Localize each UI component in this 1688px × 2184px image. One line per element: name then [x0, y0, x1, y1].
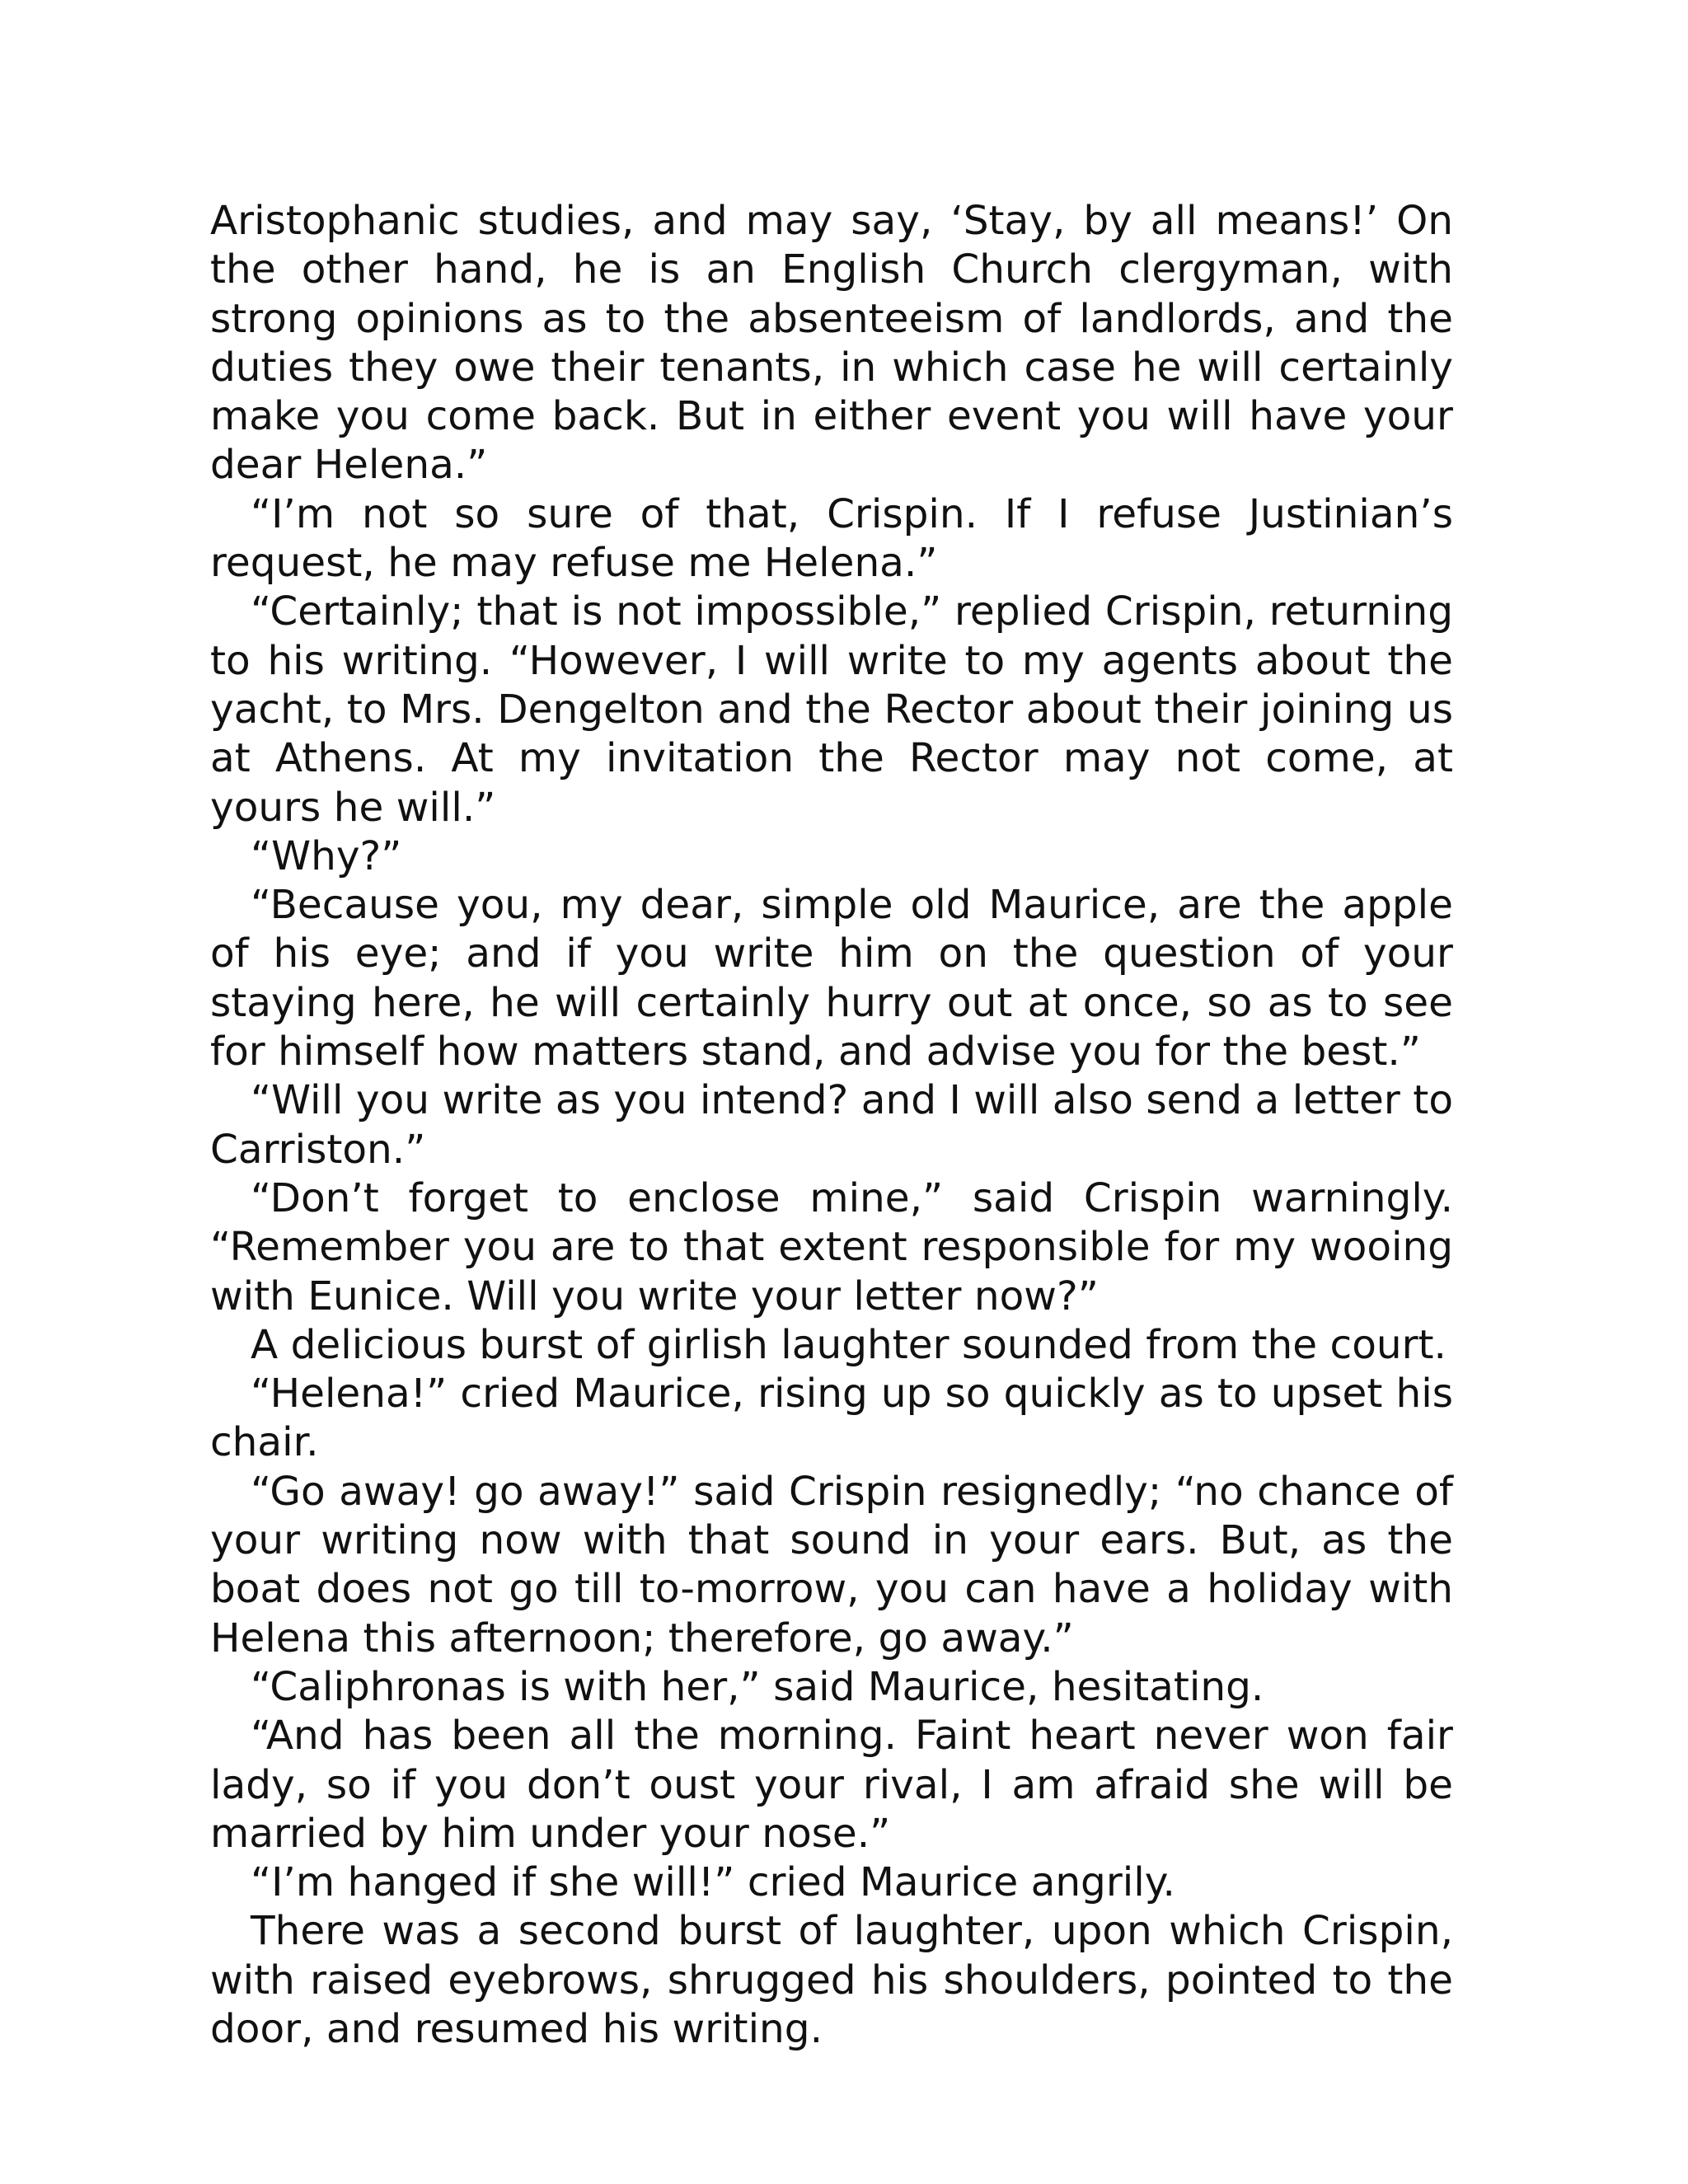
paragraph-12: “And has been all the morning. Faint heart never won fair lady, so if you don’t oust your rival, I am afraid she will be married by him under your nose.” [210, 1713, 1453, 1857]
paragraph-11: “Caliphronas is with her,” said Maurice, hesitating. [251, 1663, 1264, 1710]
paragraph-7: “Don’t forget to enclose mine,” said Crispin warningly. “Remember you are to that extent responsible for my wooing with Eunice. Will you write your letter now?” [210, 1174, 1453, 1319]
paragraph-6: “Will you write as you intend? and I will also send a letter to Carriston.” [210, 1077, 1453, 1173]
paragraph-13: “I’m hanged if she will!” cried Maurice angrily. [251, 1859, 1175, 1906]
paragraph-10: “Go away! go away!” said Crispin resignedly; “no chance of your writing now with that sound in your ears. But, as the boat does not go till to-morrow, you can have a holiday with Helena this afternoon; therefore, go away.” [210, 1468, 1453, 1661]
paragraph-4: “Why?” [251, 832, 402, 879]
paragraph-9: “Helena!” cried Maurice, rising up so quickly as to upset his chair. [210, 1371, 1453, 1466]
paragraph-5: “Because you, my dear, simple old Maurice, are the apple of his eye; and if you write him on the question of your staying here, he will certainly hurry out at once, so as to see for himself how matters stand, and advise you for the best.” [210, 882, 1453, 1076]
paragraph-1: Aristophanic studies, and may say, ‘Stay, by all means!’ On the other hand, he is an English Church clergyman, with strong opinions as to the absenteeism of landlords, and the duties they owe their tenants, in which case he will certainly make you come back. But in either event you will have your dear Helena.” [210, 198, 1453, 489]
paragraph-14: There was a second burst of laughter, upon which Crispin, with raised eyebrows, shrugged his shoulders, pointed to the door, and resumed his writing. [210, 1908, 1453, 2052]
paragraph-3: “Certainly; that is not impossible,” replied Crispin, returning to his writing. “However, I will write to my agents about the yacht, to Mrs. Dengelton and the Rector about their joining us at Athens. At my invitation the Rector may not come, at yours he will.” [210, 588, 1453, 831]
page-body-text [210, 197, 1453, 2054]
paragraph-2: “I’m not so sure of that, Crispin. If I refuse Justinian’s request, he may refuse me Helena.” [210, 490, 1453, 587]
paragraph-8: A delicious burst of girlish laughter sounded from the court. [251, 1321, 1447, 1368]
